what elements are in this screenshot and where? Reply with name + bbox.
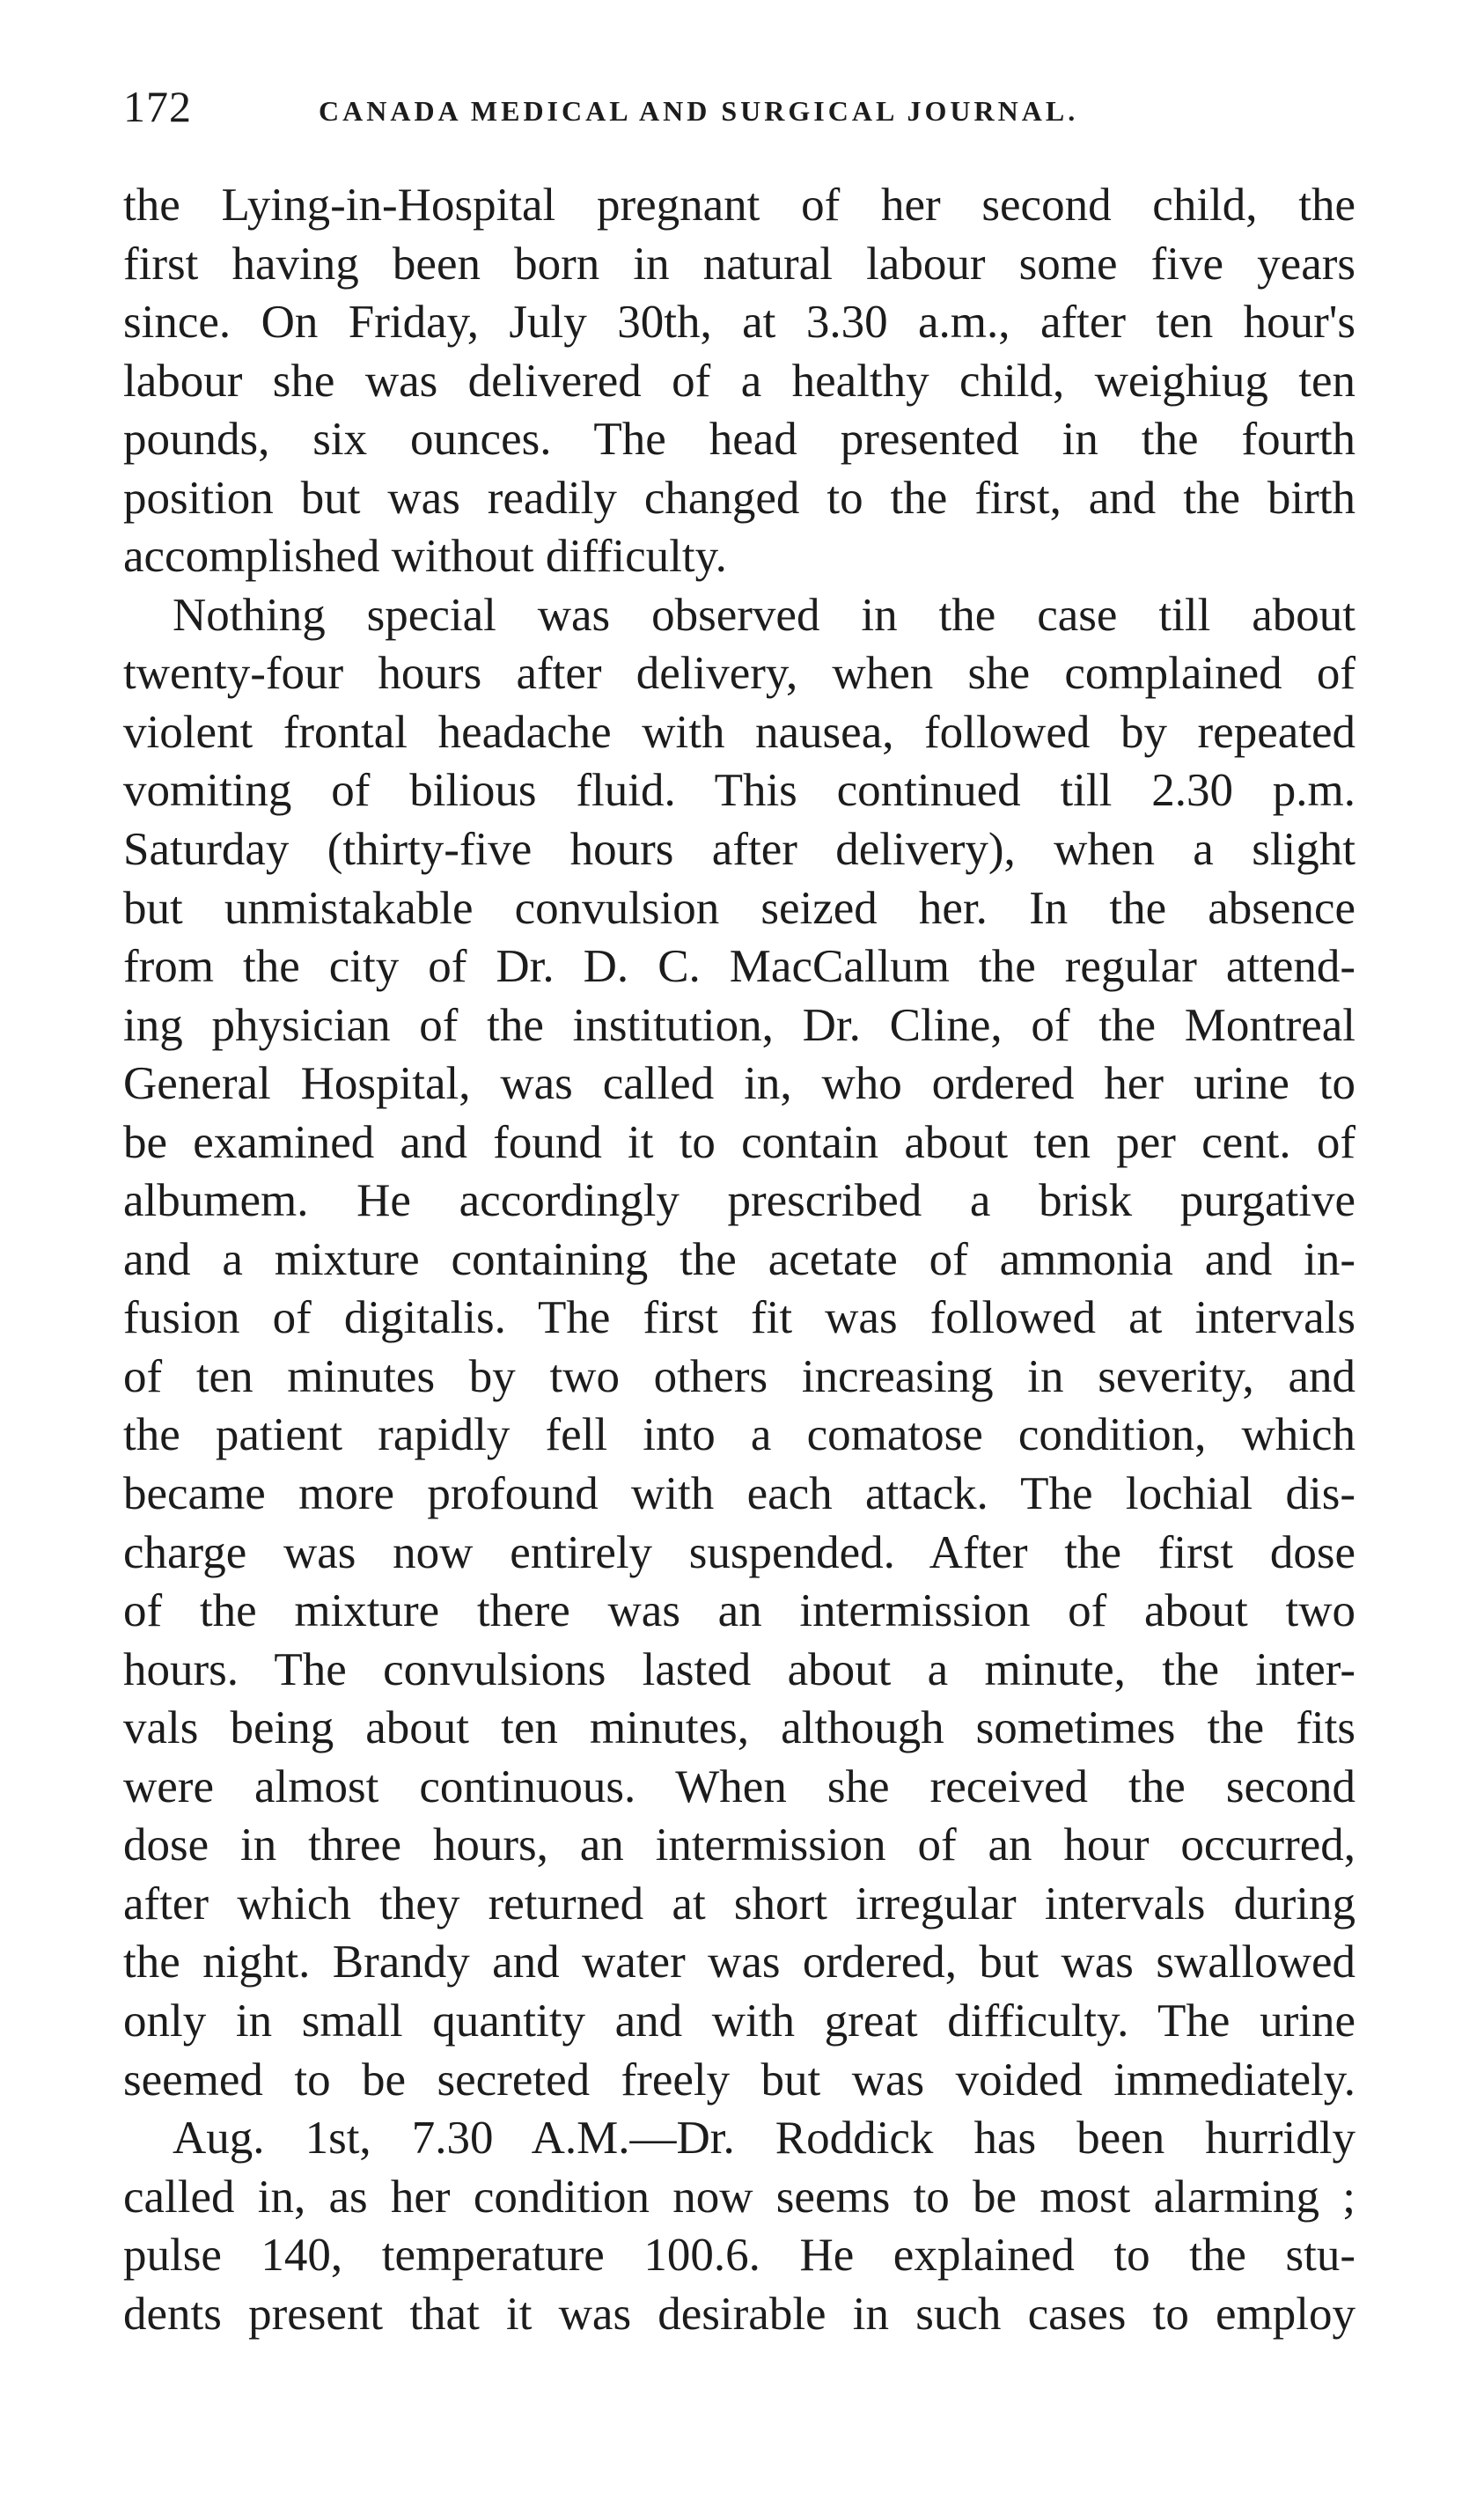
- text-line: dose in three hours, an intermission of an hour occurred,: [123, 1819, 1355, 1871]
- text-line: twenty-four hours after delivery, when she complained of: [123, 648, 1355, 700]
- text-line: Aug. 1st, 7.30 A.M.—Dr. Roddick has been hurridly: [173, 2113, 1355, 2165]
- text-line: the Lying-in-Hospital pregnant of her second child, the: [123, 180, 1355, 231]
- body-text: [123, 176, 1355, 2343]
- text-line: were almost continuous. When she received the second: [123, 1760, 1355, 1812]
- text-line: of ten minutes by two others increasing in severity, and: [123, 1350, 1355, 1402]
- text-line: accomplished without difficulty.: [123, 531, 727, 583]
- page-number: 172: [123, 82, 192, 131]
- text-line: became more profound with each attack. The lochial dis-: [123, 1468, 1355, 1520]
- text-line: called in, as her condition now seems to be most alarming ;: [123, 2171, 1355, 2223]
- text-line: albumem. He accordingly prescribed a brisk purgative: [123, 1175, 1355, 1227]
- text-line: be examined and found it to contain about ten per cent. of: [123, 1116, 1355, 1168]
- text-line: the patient rapidly fell into a comatose condition, which: [123, 1409, 1355, 1461]
- text-line: vomiting of bilious fluid. This continued till 2.30 p.m.: [123, 765, 1355, 817]
- text-line: violent frontal headache with nausea, followed by repeated: [123, 706, 1355, 758]
- text-line: pounds, six ounces. The head presented in the fourth: [123, 414, 1355, 466]
- text-line: since. On Friday, July 30th, at 3.30 a.m., after ten hour's: [123, 297, 1355, 349]
- text-line: from the city of Dr. D. C. MacCallum the regular attend-: [123, 941, 1355, 993]
- text-line: fusion of digitalis. The first fit was followed at intervals: [123, 1292, 1355, 1344]
- text-line: first having been born in natural labour some five years: [123, 238, 1355, 290]
- text-line: Saturday (thirty-five hours after delivery), when a slight: [123, 824, 1355, 876]
- page-header: [123, 81, 1373, 143]
- text-line: position but was readily changed to the first, and the birth: [123, 472, 1355, 524]
- text-line: the night. Brandy and water was ordered, but was swallowed: [123, 1937, 1355, 1988]
- text-line: but unmistakable convulsion seized her. In the absence: [123, 882, 1355, 934]
- text-line: ing physician of the institution, Dr. Cline, of the Montreal: [123, 999, 1355, 1051]
- text-line: and a mixture containing the acetate of ammonia and in-: [123, 1233, 1355, 1285]
- text-line: Nothing special was observed in the case till about: [173, 589, 1355, 641]
- text-line: hours. The convulsions lasted about a minute, the inter-: [123, 1643, 1355, 1695]
- text-line: seemed to be secreted freely but was voided immediately.: [123, 2054, 1355, 2106]
- text-line: labour she was delivered of a healthy child, weighiug ten: [123, 355, 1355, 407]
- text-line: pulse 140, temperature 100.6. He explained to the stu-: [123, 2230, 1355, 2282]
- running-head: CANADA MEDICAL AND SURGICAL JOURNAL.: [319, 95, 1079, 127]
- text-line: only in small quantity and with great difficulty. The urine: [123, 1995, 1355, 2047]
- text-line: General Hospital, was called in, who ordered her urine to: [123, 1058, 1355, 1110]
- text-line: after which they returned at short irregular intervals during: [123, 1878, 1355, 1929]
- text-line: charge was now entirely suspended. After the first dose: [123, 1526, 1355, 1578]
- text-line: vals being about ten minutes, although sometimes the fits: [123, 1702, 1355, 1754]
- text-line: of the mixture there was an intermission of about two: [123, 1585, 1355, 1637]
- text-line: dents present that it was desirable in such cases to employ: [123, 2288, 1355, 2340]
